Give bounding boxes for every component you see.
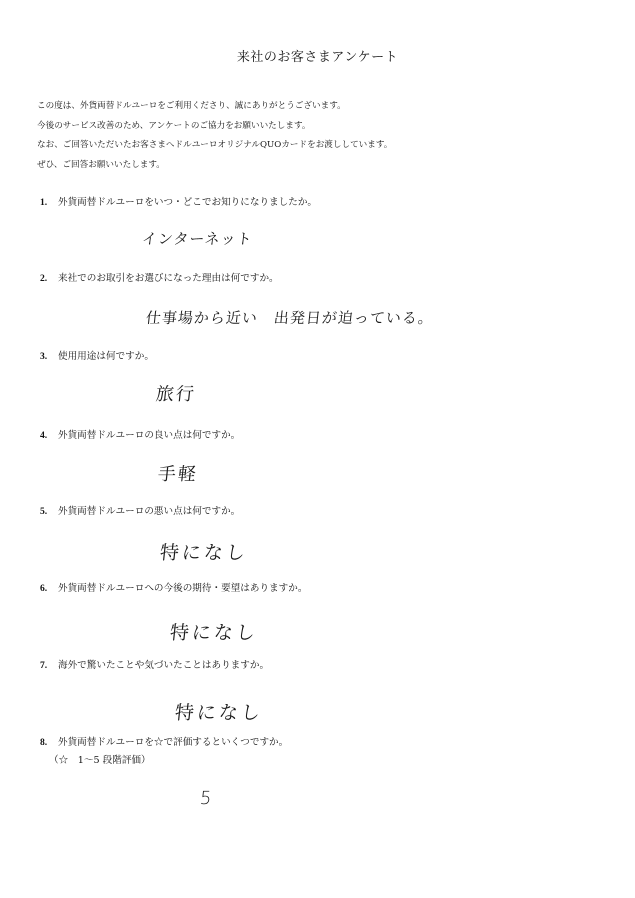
question-3 <box>40 348 154 362</box>
handwritten-answer-6: 特になし <box>168 622 260 644</box>
question-text: 外貨両替ドルユーロへの今後の期待・要望はありますか。 <box>58 583 308 594</box>
page-title: 来社のお客さまアンケート <box>236 50 399 65</box>
question-text: 使用用途は何ですか。 <box>58 351 154 362</box>
intro-line: なお、ご回答いただいたお客さまへドルユーロオリジナルQUOカードをお渡ししています。 <box>37 140 393 150</box>
handwritten-answer-3: 旅行 <box>154 384 197 405</box>
question-text: 外貨両替ドルユーロの良い点は何ですか。 <box>58 430 241 441</box>
handwritten-answer-4: 手軽 <box>156 464 199 485</box>
question-text: 外貨両替ドルユーロをいつ・どこでお知りになりましたか。 <box>58 197 318 208</box>
question-number: 6. <box>40 583 48 594</box>
question-8 <box>40 734 288 748</box>
question-2 <box>40 270 279 284</box>
question-7 <box>40 657 269 671</box>
question-number: 1. <box>40 197 48 208</box>
intro-line: この度は、外貨両替ドルユーロをご利用くださり、誠にありがとうございます。 <box>37 101 346 111</box>
question-number: 5. <box>40 506 48 517</box>
intro-text <box>37 97 392 175</box>
question-text: 外貨両替ドルユーロを☆で評価するといくつですか。 <box>58 737 289 748</box>
intro-line: ぜひ、ご回答お願いいたします。 <box>37 159 165 170</box>
handwritten-answer-5: 特になし <box>158 542 250 564</box>
question-5 <box>40 503 240 517</box>
question-1 <box>40 194 317 208</box>
question-6 <box>40 580 307 594</box>
question-number: 8. <box>40 737 48 748</box>
handwritten-answer-1: インターネット <box>141 230 254 248</box>
question-number: 2. <box>40 273 48 284</box>
question-number: 4. <box>40 430 48 441</box>
question-text: 外貨両替ドルユーロの悪い点は何ですか。 <box>58 506 241 517</box>
intro-line: 今後のサービス改善のため、アンケートのご協力をお願いいたします。 <box>37 120 311 131</box>
question-number: 3. <box>40 351 48 362</box>
handwritten-answer-8: 5 <box>198 788 213 809</box>
question-text: 海外で驚いたことや気づいたことはありますか。 <box>58 660 270 671</box>
question-number: 7. <box>40 660 48 671</box>
handwritten-answer-2: 仕事場から近い 出発日が迫っている。 <box>145 309 435 327</box>
question-4 <box>40 427 240 441</box>
question-text: 来社でのお取引をお選びになった理由は何ですか。 <box>58 273 279 284</box>
rating-scale-note: （☆ 1〜5 段階評価） <box>49 755 151 766</box>
handwritten-answer-7: 特になし <box>173 702 265 724</box>
